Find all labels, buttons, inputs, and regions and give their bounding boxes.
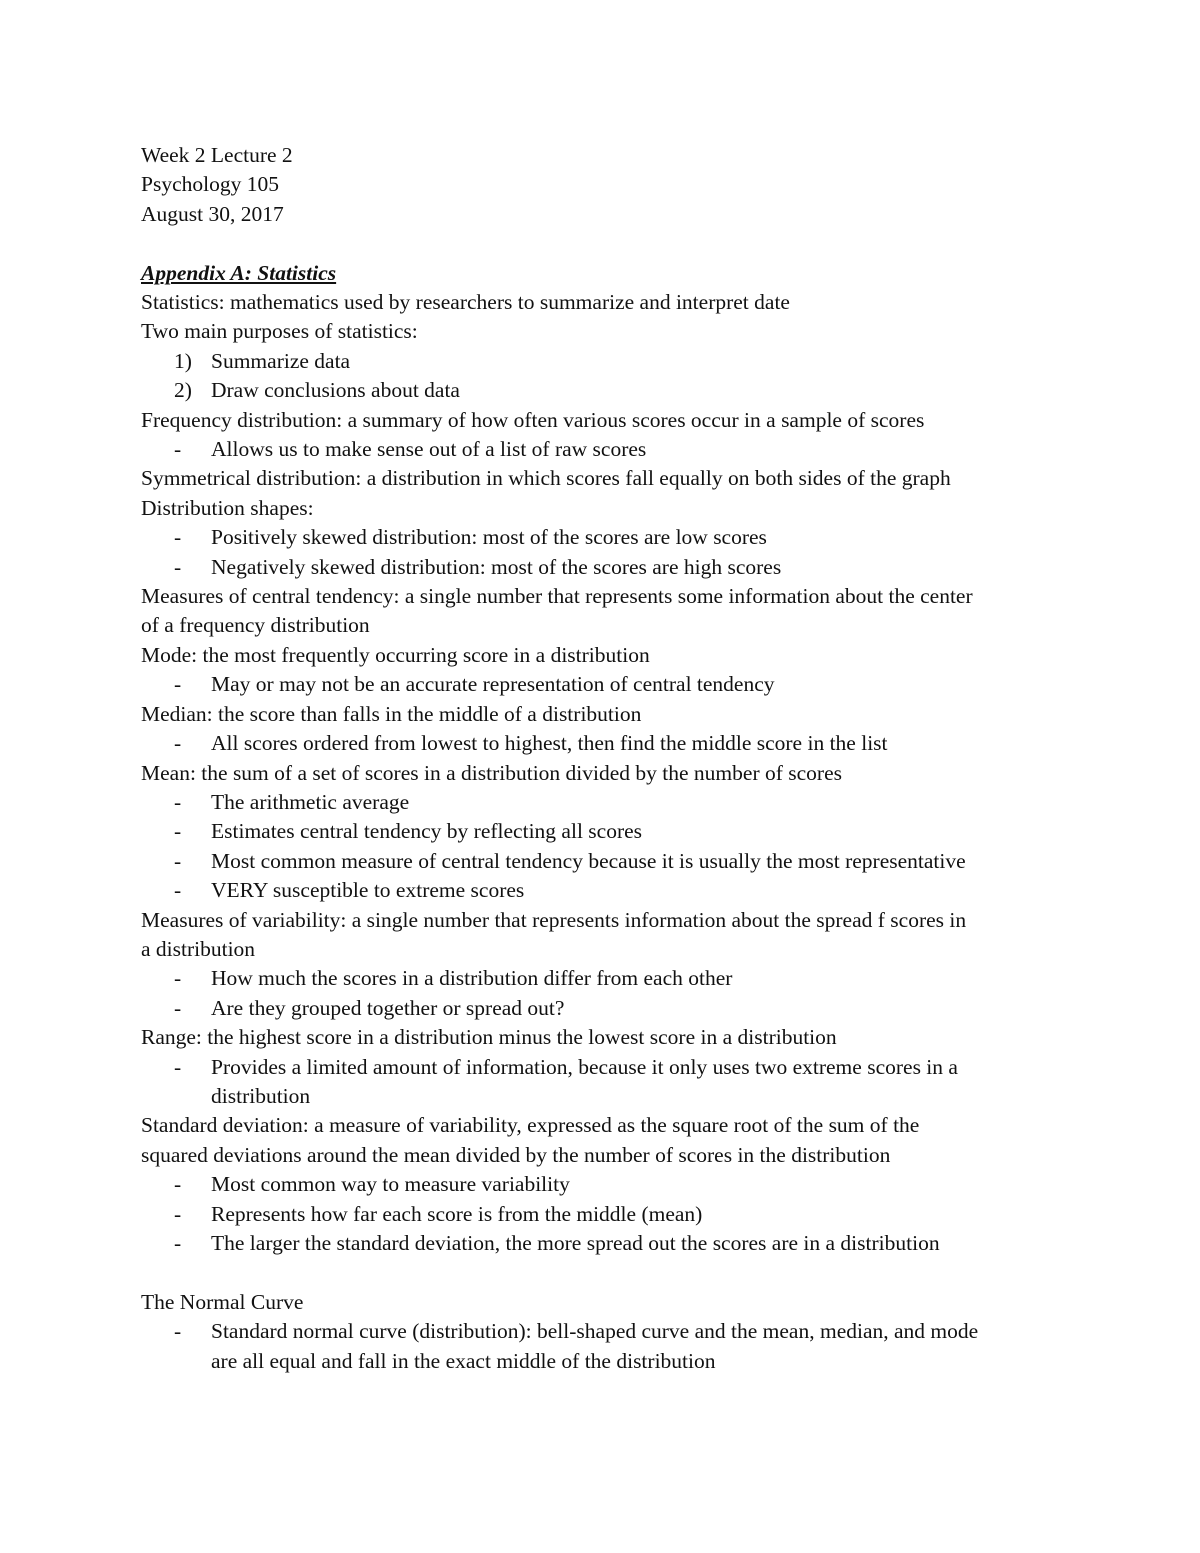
- bullet-text: Positively skewed distribution: most of the scores are low scores: [211, 525, 767, 550]
- bullet-text: All scores ordered from lowest to highest, then find the middle score in the list: [211, 731, 888, 756]
- bullet-text: The arithmetic average: [211, 789, 410, 814]
- bullet-item: [141, 964, 1060, 993]
- header-week: Week 2 Lecture 2: [141, 143, 293, 167]
- variability-definition-cont: a distribution: [141, 936, 256, 961]
- range-definition: Range: the highest score in a distribution minus the lowest score in a distribution: [141, 1025, 837, 1050]
- numbered-item: [141, 347, 1060, 376]
- bullet-text: Most common way to measure variability: [211, 1172, 570, 1197]
- bullet-marker: -: [174, 672, 182, 697]
- bullet-marker: -: [174, 554, 182, 579]
- header-date: August 30, 2017: [141, 201, 284, 226]
- distribution-shapes-heading: Distribution shapes:: [141, 495, 314, 520]
- bullet-marker: -: [174, 995, 182, 1020]
- number-marker: 2): [174, 378, 192, 403]
- blank-line: [141, 1258, 1060, 1287]
- median-definition: Median: the score than falls in the middle of a distribution: [141, 701, 642, 726]
- bullet-item: [141, 817, 1060, 846]
- bullet-marker: -: [174, 819, 182, 844]
- bullet-text: Allows us to make sense out of a list of raw scores: [211, 437, 647, 462]
- bullet-item: [141, 876, 1060, 905]
- standard-deviation-definition-cont: squared deviations around the mean divided by the number of scores in the distribution: [141, 1142, 891, 1167]
- bullet-marker: -: [174, 1054, 182, 1079]
- bullet-text: Standard normal curve (distribution): bell-shaped curve and the mean, median, and mode: [211, 1319, 979, 1344]
- numbered-item: [141, 376, 1060, 405]
- bullet-item: [141, 553, 1060, 582]
- bullet-item: [141, 729, 1060, 758]
- normal-curve-heading: The Normal Curve: [141, 1289, 304, 1314]
- frequency-distribution-definition: Frequency distribution: a summary of how often various scores occur in a sample of scores: [141, 407, 925, 432]
- symmetrical-distribution-definition: Symmetrical distribution: a distribution in which scores fall equally on both sides of the graph: [141, 466, 951, 491]
- statistics-definition: Statistics: mathematics used by researchers to summarize and interpret date: [141, 290, 790, 315]
- bullet-marker: -: [174, 1231, 182, 1256]
- bullet-item: [141, 994, 1060, 1023]
- central-tendency-definition: Measures of central tendency: a single number that represents some information about the center: [141, 584, 973, 609]
- standard-deviation-definition: Standard deviation: a measure of variability, expressed as the square root of the sum of the: [141, 1113, 920, 1138]
- bullet-item: [141, 670, 1060, 699]
- bullet-marker: -: [174, 437, 182, 462]
- number-marker: 1): [174, 348, 192, 373]
- bullet-text: Represents how far each score is from the middle (mean): [211, 1201, 703, 1226]
- mode-definition: Mode: the most frequently occurring score in a distribution: [141, 642, 650, 667]
- mean-definition: Mean: the sum of a set of scores in a distribution divided by the number of scores: [141, 760, 842, 785]
- bullet-marker: -: [174, 1172, 182, 1197]
- bullet-text: May or may not be an accurate representation of central tendency: [211, 672, 775, 697]
- bullet-marker: -: [174, 848, 182, 873]
- bullet-marker: -: [174, 789, 182, 814]
- bullet-item: [141, 788, 1060, 817]
- variability-definition: Measures of variability: a single number that represents information about the spread f scores in: [141, 907, 967, 932]
- bullet-item: [141, 1170, 1060, 1199]
- header-course: Psychology 105: [141, 172, 279, 197]
- bullet-text: Estimates central tendency by reflecting all scores: [211, 819, 643, 844]
- bullet-marker: -: [174, 731, 182, 756]
- bullet-text: The larger the standard deviation, the more spread out the scores are in a distribution: [211, 1231, 940, 1256]
- bullet-item: [141, 847, 1060, 876]
- bullet-item: [141, 523, 1060, 552]
- section-title: Appendix A: Statistics: [141, 260, 337, 285]
- bullet-text: Most common measure of central tendency because it is usually the most representative: [211, 848, 966, 873]
- bullet-marker: -: [174, 525, 182, 550]
- bullet-item: [141, 1200, 1060, 1229]
- bullet-text: VERY susceptible to extreme scores: [211, 878, 525, 903]
- bullet-marker: -: [174, 1201, 182, 1226]
- bullet-marker: -: [174, 1319, 182, 1344]
- bullet-text-cont: are all equal and fall in the exact middle of the distribution: [211, 1348, 716, 1373]
- bullet-marker: -: [174, 878, 182, 903]
- bullet-text-cont: distribution: [211, 1083, 311, 1108]
- purposes-heading: Two main purposes of statistics:: [141, 319, 418, 344]
- bullet-marker: -: [174, 966, 182, 991]
- bullet-item: [141, 1317, 1060, 1376]
- numbered-text: Summarize data: [211, 348, 351, 373]
- bullet-item: [141, 1053, 1060, 1112]
- blank-line: [141, 229, 1060, 258]
- numbered-text: Draw conclusions about data: [211, 378, 460, 403]
- bullet-item: [141, 1229, 1060, 1258]
- bullet-text: Provides a limited amount of information, because it only uses two extreme scores in a: [211, 1054, 958, 1079]
- bullet-text: Negatively skewed distribution: most of the scores are high scores: [211, 554, 782, 579]
- central-tendency-definition-cont: of a frequency distribution: [141, 613, 370, 638]
- bullet-item: [141, 435, 1060, 464]
- bullet-text: Are they grouped together or spread out?: [211, 995, 565, 1020]
- bullet-text: How much the scores in a distribution differ from each other: [211, 966, 733, 991]
